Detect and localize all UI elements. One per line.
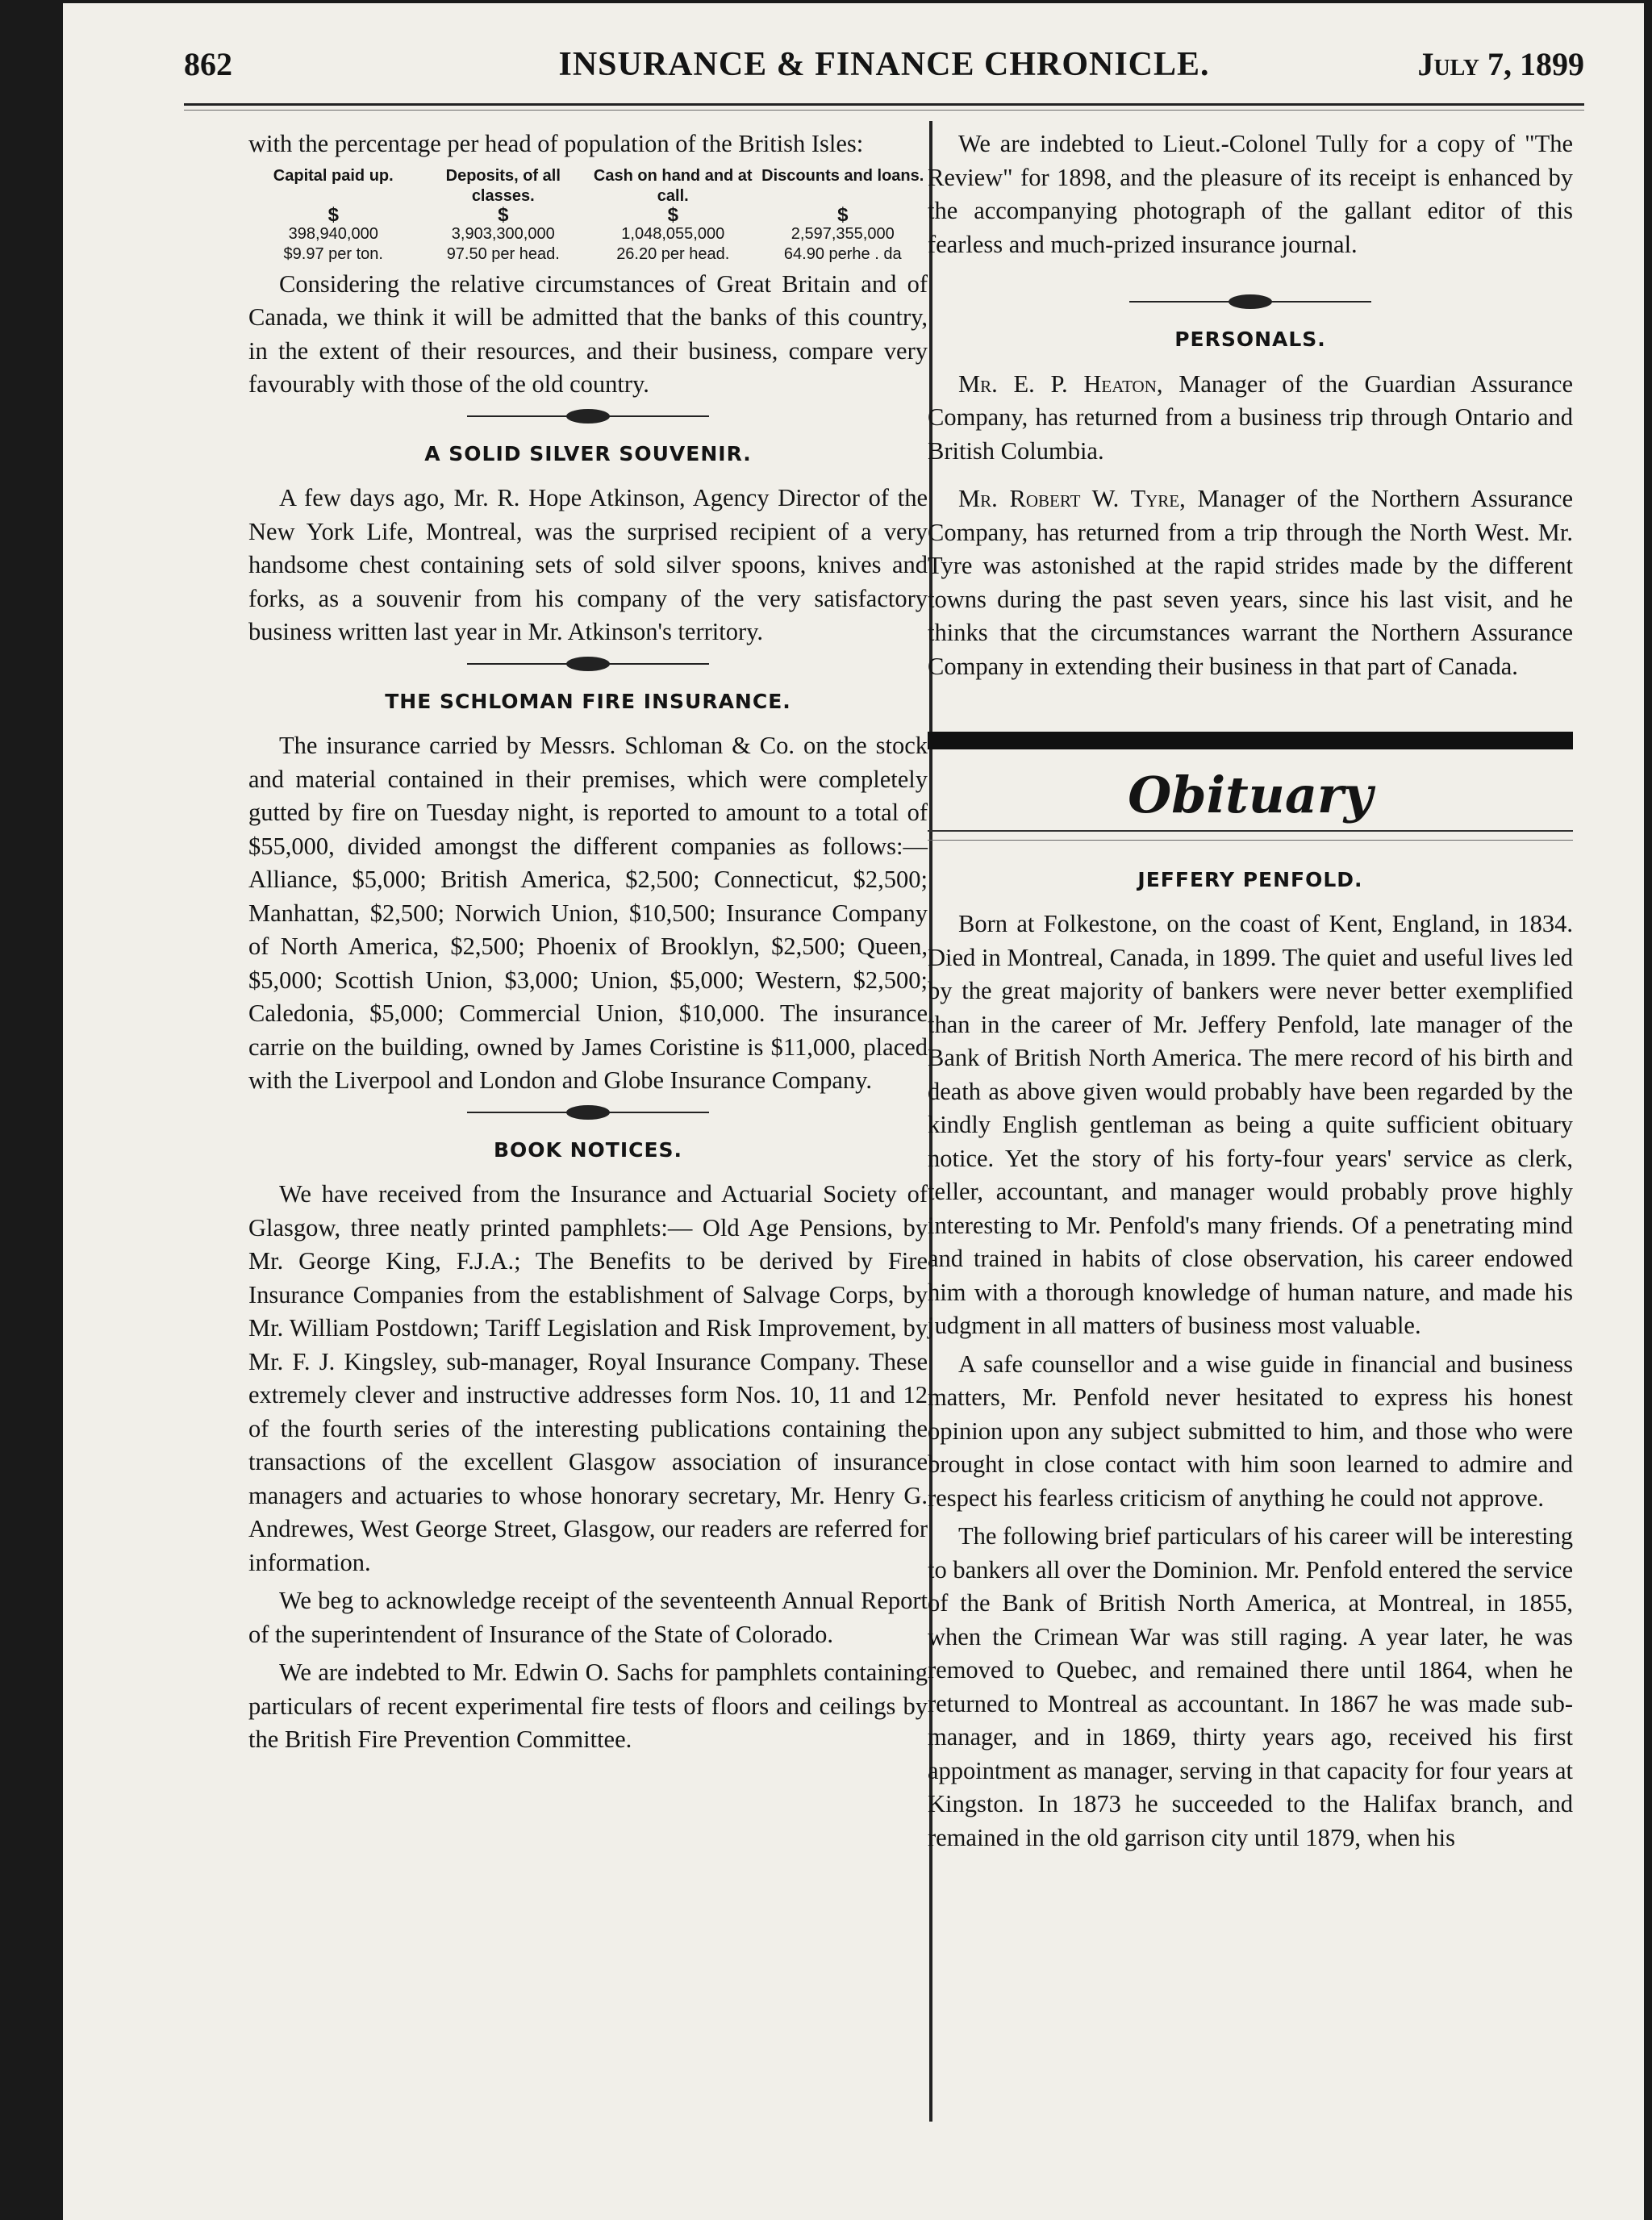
section-ornament [1129,294,1371,310]
book-notices-heading: BOOK NOTICES. [493,1137,683,1162]
book-notices-paragraph: We have received from the Insurance and Actuarial Society of Glasgow, three neatly printed pamphlets:— Old Age Pensions, by Mr. George King, F.J.A.; The Benefits to be derived by Fire Insurance Companies from the establishment of Salvage Corps, by Mr. William Postdown; Tariff Legislation and Risk Improvement, by Mr. F. J. Kingsley, sub-manager, Royal Insurance Company. These extremely clever and instructive addresses form Nos. 10, 11 and 12 of the fourth series of the interesting publications containing the transactions of the excellent Glasgow association of insurance managers and actuaries to whose honorary secretary, Mr. Henry G. Andrewes, West George Street, Glasgow, our readers are referred for information. [248,1180,928,1576]
stats-values-row [248,224,928,244]
stats-value-cell: 3,903,300,000 [451,224,555,243]
penfold-paragraph-3: The following brief particulars of his career will be interesting to bankers all over the Dominion. Mr. Penfold entered the service of the Bank of British North America, at Montreal, in 1855, when the Crimean War was still raging. A year later, he was removed to Quebec, and remained there until 1864, when he returned to Montreal as accountant. In 1867 he was made sub-manager, and in 1869, thirty years ago, received his first appointment as manager, serving in that capacity for four years at Kingston. In 1873 he succeeded to the Halifax branch, and remained in the old garrison city until 1879, when his [928,1522,1573,1851]
obituary-title: Obituary [1128,766,1373,824]
heaton-name: Mr. E. P. Heaton, [958,369,1163,398]
journal-title: INSURANCE & FINANCE CHRONICLE. [558,46,1210,83]
considering-paragraph: Considering the relative circumstances of Great Britain and of Canada, we think it will be admitted that the banks of this country, in the extent of their resources, and their business, compare very favourably with those of the old country. [248,269,928,398]
page-header [184,45,1584,94]
obituary-bar [928,732,1573,749]
stats-per-head-cell: 64.90 perhe . da [783,244,902,263]
stats-per-head-cell: $9.97 per ton. [283,244,383,263]
stats-value-cell: 398,940,000 [288,224,378,243]
stats-value-cell: 1,048,055,000 [621,224,725,243]
stats-intro: with the percentage per head of population of the British Isles: [248,130,864,157]
penfold-paragraph-1: Born at Folkestone, on the coast of Kent, England, in 1834. Died in Montreal, Canada, in 1899. The quiet and useful lives led by the great majority of bankers were never better exemplified than in the career of Mr. Jeffery Penfold, late manager of the Bank of British North America. The mere record of his birth and death as above given would probably have been regarded by the kindly English gentleman as being a quite sufficient obituary notice. Yet the story of his forty-four years' service as clerk, teller, accountant, and manager would probably prove highly interesting to Mr. Penfold's many friends. Of a penetrating mind and trained in habits of close observation, his career endowed him with a thorough knowledge of human nature, and made his judgment in all matters of business most valuable. [928,910,1573,1339]
personals-heading: PERSONALS. [1174,328,1326,351]
heaton-text: Manager of the Guardian Assurance Company, has returned from a business trip through Ontario and British Columbia. [928,369,1574,465]
tyre-paragraph [928,482,1573,683]
stats-per-head-cell: 26.20 per head. [616,244,730,263]
schloman-heading: THE SCHLOMAN FIRE INSURANCE. [385,689,791,713]
right-column [928,127,1573,1859]
stats-header-cell: Deposits, of all classes. [445,166,561,205]
obituary-rule [928,830,1573,832]
banking-stats-table [248,166,928,265]
colorado-report-paragraph: We beg to acknowledge receipt of the seventeenth Annual Report of the superintendent of Insurance of the State of Colorado. [248,1587,928,1648]
stats-header-cell: Capital paid up. [273,166,394,185]
stats-value-cell: 2,597,355,000 [791,224,895,243]
schloman-paragraph: The insurance carried by Messrs. Schloman & Co. on the stock and material contained in their premises, which were completely gutted by fire on Tuesday night, is reported to amount to a total of $55,000, divided amongst the different companies as follows:— Alliance, $5,000; British America, $2,500; Connecticut, $2,500; Manhattan, $2,500; Norwich Union, $10,500; Insurance Company of North America, $2,500; Phoenix of Brooklyn, $2,500; Queen, $5,000; Scottish Union, $3,000; Union, $5,000; Western, $2,500; Caledonia, $5,000; Commercial Union, $10,000. The insurance carrie on the building, owned by James Coristine is $11,000, placed with the Liverpool and London and Globe Insurance Company. [248,732,928,1094]
stats-currency-row [248,203,928,226]
issue-date: July 7, 1899 [1417,46,1584,82]
currency-symbol: $ [667,203,678,226]
stats-header-row [248,166,928,207]
stats-header-cell: Cash on hand and at call. [593,166,753,205]
header-rule [184,103,1584,106]
tully-paragraph: We are indebted to Lieut.-Colonel Tully for a copy of "The Review" for 1898, and the pleasure of its receipt is enhanced by the accompanying photograph of the gallant editor of this fearless and much-prized insurance journal. [928,130,1573,258]
page-number: 862 [184,46,232,82]
stats-header-cell: Discounts and loans. [761,166,924,185]
stats-per-head-cell: 97.50 per head. [446,244,560,263]
penfold-heading: JEFFERY PENFOLD. [1137,867,1363,891]
sachs-paragraph: We are indebted to Mr. Edwin O. Sachs for pamphlets containing particulars of recent experimental fire tests of floors and ceilings by the British Fire Prevention Committee. [248,1659,928,1753]
heaton-paragraph [928,368,1573,469]
tyre-name: Mr. Robert W. Tyre, [958,485,1186,512]
tyre-text: Manager of the Northern Assurance Company, has returned from a trip through the North West. Mr. Tyre was astonished at the rapid strides made by the different towns during the past seven years, since his last visit, and he thinks that the circumstances warrant the Northern Assurance Company in extending their business in that part of Canada. [928,485,1573,680]
obituary-rule-thin [928,840,1573,841]
section-ornament [467,408,709,424]
section-ornament [467,656,709,672]
currency-symbol: $ [498,203,509,226]
souvenir-paragraph: A few days ago, Mr. R. Hope Atkinson, Agency Director of the New York Life, Montreal, was the surprised recipient of a very handsome chest containing sets of sold silver spoons, knives and forks, as a souvenir from his company of the very satisfactory business written last year in Mr. Atkinson's territory. [248,484,928,645]
left-column [248,127,928,1762]
header-rule-thin [184,110,1584,111]
currency-symbol: $ [327,203,339,226]
souvenir-heading: A SOLID SILVER SOUVENIR. [424,441,752,465]
penfold-paragraph-2: A safe counsellor and a wise guide in financial and business matters, Mr. Penfold never hesitated to express his honest opinion upon any subject submitted to him, and those who were brought in close contact with him soon learned to admire and respect his fearless criticism of anything he could not approve. [928,1350,1573,1512]
stats-per-head-row [248,244,928,265]
section-ornament [467,1104,709,1120]
currency-symbol: $ [837,203,849,226]
